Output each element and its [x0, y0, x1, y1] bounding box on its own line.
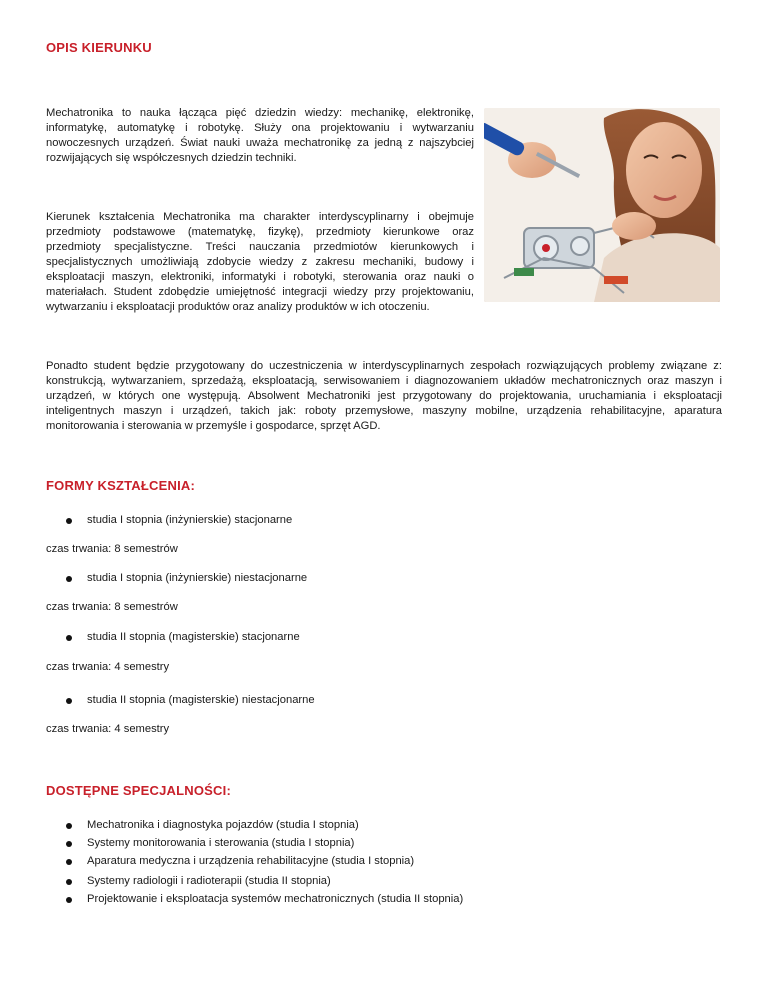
specialty-label: Projektowanie i eksploatacja systemów mechatronicznych (studia II stopnia) [87, 893, 464, 905]
form-duration: czas trwania: 8 semestrów [46, 601, 178, 613]
list-item [66, 693, 315, 708]
bullet-icon [66, 635, 72, 641]
list-item [66, 513, 292, 528]
form-label: studia II stopnia (magisterskie) stacjonarne [87, 631, 300, 643]
list-item [66, 836, 354, 851]
bullet-icon [66, 841, 72, 847]
bullet-icon [66, 879, 72, 885]
list-item [66, 874, 331, 889]
form-duration: czas trwania: 4 semestry [46, 723, 170, 735]
bullet-icon [66, 698, 72, 704]
form-label: studia II stopnia (magisterskie) niestacjonarne [87, 694, 315, 706]
specialty-label: Systemy radiologii i radioterapii (studia II stopnia) [87, 875, 331, 887]
list-item [66, 892, 463, 907]
paragraph-intro: Mechatronika to nauka łącząca pięć dziedzin wiedzy: mechanikę, elektronikę, informatykę, automatykę i robotykę. Służy ona projektowaniu i wytwarzaniu nowoczesnych urządzeń. Świat nauki uważa mechatronikę za jedną z najszybciej rozwijających się współczesnych dziedzin techniki. [46, 107, 474, 164]
list-item [66, 571, 307, 586]
paragraph-graduate: Ponadto student będzie przygotowany do uczestniczenia w interdyscyplinarnych zespołach rozwiązujących problemy związane z: konstrukcją, wytwarzaniem, sprzedażą, eksploatacją, serwisowaniem i diagnozowaniem układów mechatronicznych oraz maszyn i urządzeń, w których one występują. Absolwent Mechatroniki jest przygotowany do projektowania, uruchamiania i eksploatacji inteligentnych maszyn i urządzeń, takich jak: roboty przemysłowe, maszyny mobilne, urządzenia rehabilitacyjne, aparatura monitorowania i sterowania w przemyśle i gospodarce, sprzęt AGD. [46, 360, 722, 432]
specialty-label: Aparatura medyczna i urządzenia rehabilitacyjne (studia I stopnia) [87, 855, 415, 867]
bullet-icon [66, 897, 72, 903]
list-item [66, 818, 359, 833]
paragraph-program: Kierunek kształcenia Mechatronika ma charakter interdyscyplinarny i obejmuje przedmioty podstawowe (matematykę, fizykę), przedmioty kierunkowe oraz przedmioty specjalistyczne. Treści nauczania przedmiotów kierunkowych i specjalistycznych umożliwiają zdobycie wiedzy z zakresu mechaniki, budowy i eksploatacji maszyn, elektroniki, informatyki i robotyki, sterowania oraz nauki o materiałach. Student zdobędzie umiejętność integracji wiedzy przy projektowaniu, wytwarzaniu i eksploatacji produktów oraz analizy produktów w ich otoczeniu. [46, 211, 474, 313]
bullet-icon [66, 518, 72, 524]
list-item [66, 630, 300, 645]
form-duration: czas trwania: 8 semestrów [46, 543, 178, 555]
bullet-icon [66, 576, 72, 582]
list-item [66, 854, 414, 869]
section-title-opis: OPIS KIERUNKU [46, 40, 152, 55]
form-duration: czas trwania: 4 semestry [46, 661, 170, 673]
specialty-label: Systemy monitorowania i sterowania (studia I stopnia) [87, 837, 355, 849]
bullet-icon [66, 859, 72, 865]
specialty-label: Mechatronika i diagnostyka pojazdów (studia I stopnia) [87, 819, 359, 831]
mechatronics-student-photo [484, 108, 720, 302]
bullet-icon [66, 823, 72, 829]
form-label: studia I stopnia (inżynierskie) niestacjonarne [87, 572, 308, 584]
section-title-specjalnosci: DOSTĘPNE SPECJALNOŚCI: [46, 783, 231, 798]
section-title-formy: FORMY KSZTAŁCENIA: [46, 478, 195, 493]
form-label: studia I stopnia (inżynierskie) stacjonarne [87, 514, 293, 526]
